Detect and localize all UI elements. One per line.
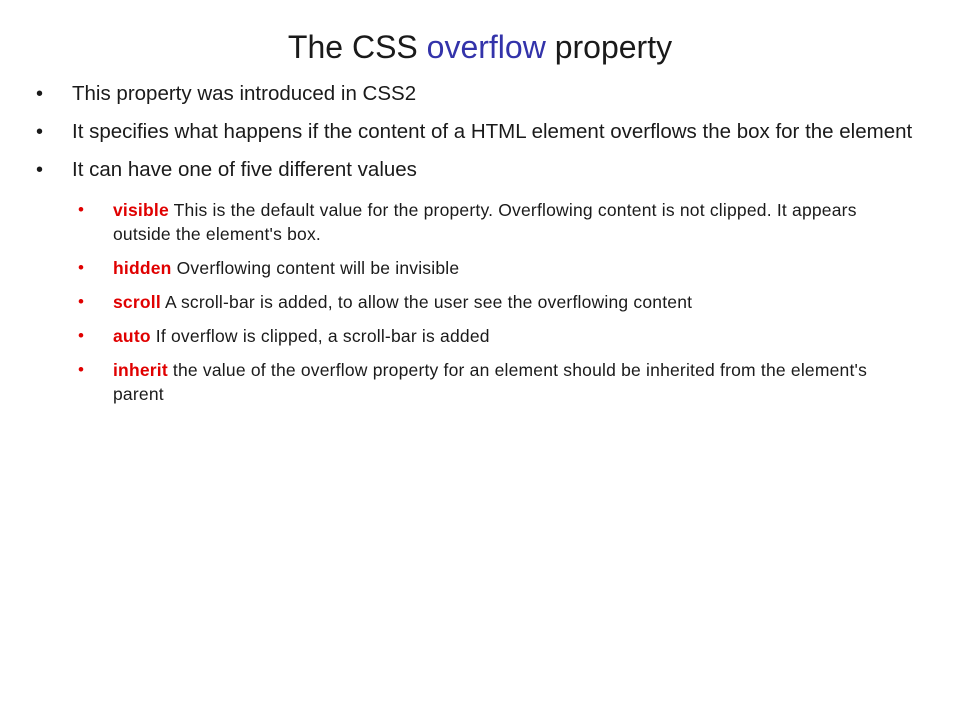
title-highlight: overflow	[426, 29, 546, 65]
value-keyword: inherit	[113, 360, 168, 380]
title-prefix: The CSS	[287, 29, 427, 65]
value-item	[78, 358, 888, 406]
bullet-dot-icon: •	[36, 83, 44, 105]
bullet-item	[36, 156, 916, 406]
value-list	[78, 198, 888, 406]
slide-title	[0, 27, 960, 67]
title-suffix: property	[545, 29, 673, 65]
value-item	[78, 198, 888, 246]
value-description: If overflow is clipped, a scroll-bar is added	[150, 326, 490, 346]
sub-bullet-dot-icon: •	[78, 360, 85, 379]
value-description: This is the default value for the property. Overflowing content is not clipped. It appears outside the element's box.	[113, 200, 857, 244]
value-item	[78, 256, 888, 280]
sub-bullet-dot-icon: •	[78, 326, 85, 345]
bullet-item	[36, 118, 916, 146]
bullet-text: This property was introduced in CSS2	[72, 82, 417, 105]
value-keyword: hidden	[113, 258, 172, 278]
value-keyword: visible	[113, 200, 169, 220]
value-item	[78, 290, 888, 314]
sub-bullet-dot-icon: •	[78, 200, 85, 219]
value-item	[78, 324, 888, 348]
sub-bullet-dot-icon: •	[78, 258, 85, 277]
bullet-item	[36, 80, 916, 108]
value-description: the value of the overflow property for an element should be inherited from the element's parent	[113, 360, 868, 404]
sub-bullet-dot-icon: •	[78, 292, 85, 311]
bullet-text: It can have one of five different values	[72, 158, 417, 181]
value-keyword: scroll	[113, 292, 161, 312]
bullet-dot-icon: •	[36, 159, 44, 181]
bullet-text: It specifies what happens if the content of a HTML element overflows the box for the element	[72, 120, 913, 143]
value-description: A scroll-bar is added, to allow the user see the overflowing content	[160, 292, 693, 312]
bullet-list	[36, 80, 916, 416]
value-keyword: auto	[113, 326, 151, 346]
value-description: Overflowing content will be invisible	[171, 258, 460, 278]
bullet-dot-icon: •	[36, 121, 44, 143]
